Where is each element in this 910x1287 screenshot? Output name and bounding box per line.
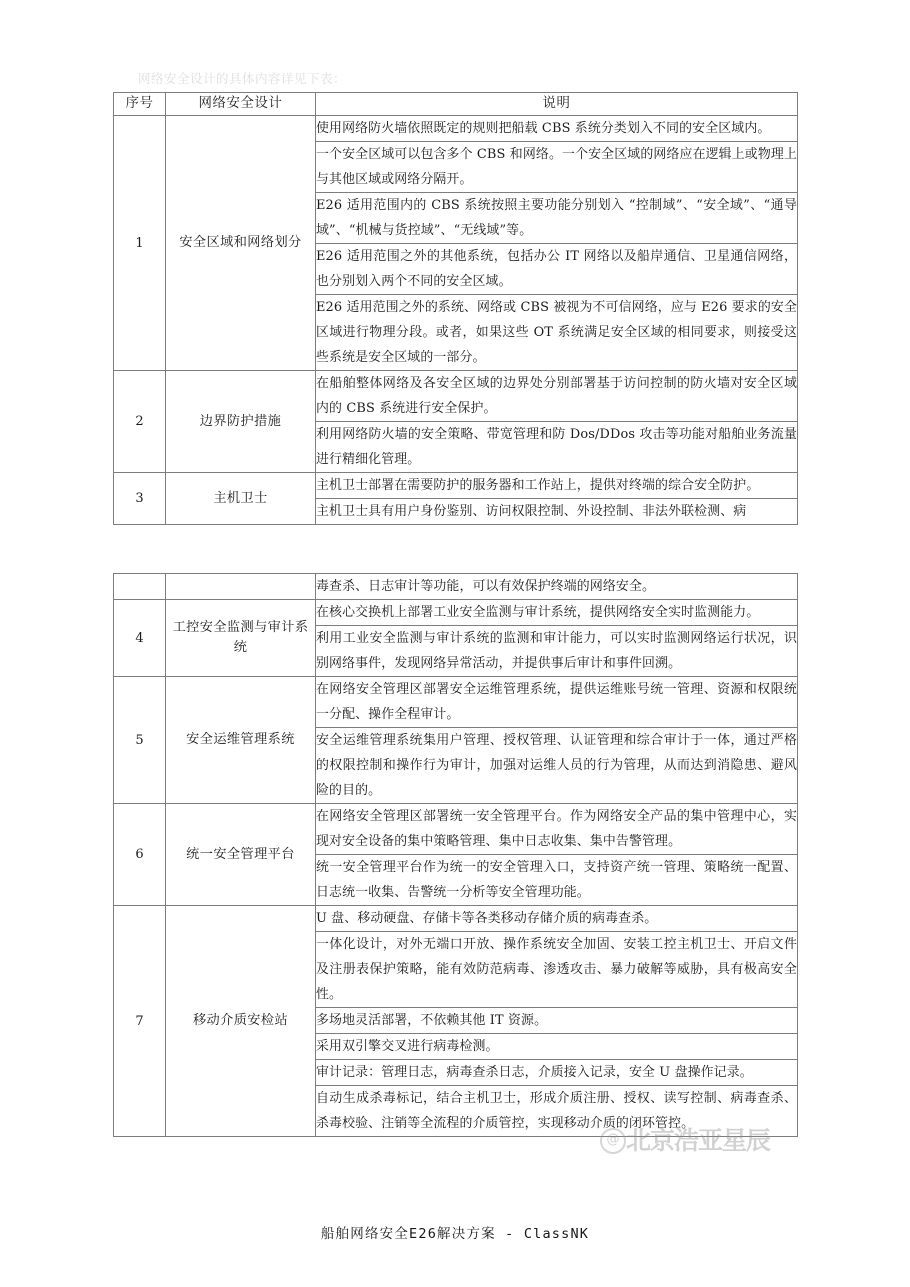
table-row bbox=[114, 677, 798, 728]
cell-design-name: 移动介质安检站 bbox=[166, 906, 316, 1137]
cell-description: 利用工业安全监测与审计系统的监测和审计能力，可以实时监测网络运行状况，识别网络事件，发现网络异常活动，并提供事后审计和事件回溯。 bbox=[316, 626, 798, 677]
table-row bbox=[114, 804, 798, 855]
column-header-no: 序号 bbox=[114, 93, 166, 116]
cell-sequence-number: 3 bbox=[114, 473, 166, 525]
cell-description: 利用网络防火墙的安全策略、带宽管理和防 Dos/DDos 攻击等功能对船舶业务流量进行精细化管理。 bbox=[316, 422, 798, 473]
cell-description: 采用双引擎交叉进行病毒检测。 bbox=[316, 1034, 798, 1060]
cell-design-name: 安全运维管理系统 bbox=[166, 677, 316, 804]
cell-description: 在网络安全管理区部署安全运维管理系统，提供运维账号统一管理、资源和权限统一分配、操作全程审计。 bbox=[316, 677, 798, 728]
cell-description: 毒查杀、日志审计等功能，可以有效保护终端的网络安全。 bbox=[316, 574, 798, 600]
cell-sequence-number: 6 bbox=[114, 804, 166, 906]
table-row bbox=[114, 906, 798, 932]
cell-design-name: 统一安全管理平台 bbox=[166, 804, 316, 906]
cell-design-name: 工控安全监测与审计系统 bbox=[166, 600, 316, 677]
cell-design-name: 安全区域和网络划分 bbox=[166, 116, 316, 371]
cell-description: 在网络安全管理区部署统一安全管理平台。作为网络安全产品的集中管理中心，实现对安全设备的集中策略管理、集中日志收集、集中告警管理。 bbox=[316, 804, 798, 855]
cell-description: E26 适用范围之外的系统、网络或 CBS 被视为不可信网络，应与 E26 要求的安全区域进行物理分段。或者，如果这些 OT 系统满足安全区域的相同要求，则接受这些系统是安全区域的一部分。 bbox=[316, 295, 798, 371]
cell-sequence-number: 4 bbox=[114, 600, 166, 677]
at-badge-icon: @ bbox=[600, 1128, 626, 1154]
cell-description: 主机卫士部署在需要防护的服务器和工作站上，提供对终端的综合安全防护。 bbox=[316, 473, 798, 499]
table-header-row bbox=[114, 93, 798, 116]
cell-description: 在核心交换机上部署工业安全监测与审计系统，提供网络安全实时监测能力。 bbox=[316, 600, 798, 626]
cell-design-name: 边界防护措施 bbox=[166, 371, 316, 473]
cell-description: 自动生成杀毒标记，结合主机卫士，形成介质注册、授权、读写控制、病毒查杀、杀毒校验、注销等全流程的介质管控，实现移动介质的闭环管控。 bbox=[316, 1086, 798, 1137]
column-header-name: 网络安全设计 bbox=[166, 93, 316, 116]
cell-description: 统一安全管理平台作为统一的安全管理入口，支持资产统一管理、策略统一配置、日志统一收集、告警统一分析等安全管理功能。 bbox=[316, 855, 798, 906]
cell-description: 一体化设计，对外无端口开放、操作系统安全加固、安装工控主机卫士、开启文件及注册表保护策略，能有效防范病毒、渗透攻击、暴力破解等威胁，具有极高安全性。 bbox=[316, 932, 798, 1008]
page-footer: 船舶网络安全E26解决方案 - ClassNK bbox=[320, 1226, 590, 1242]
cell-design-name bbox=[166, 574, 316, 600]
cell-sequence-number: 5 bbox=[114, 677, 166, 804]
table-body-top bbox=[114, 116, 798, 525]
cell-description: 审计记录：管理日志，病毒查杀日志，介质接入记录，安全 U 盘操作记录。 bbox=[316, 1060, 798, 1086]
cell-sequence-number bbox=[114, 574, 166, 600]
cell-description: 在船舶整体网络及各安全区域的边界处分别部署基于访问控制的防火墙对安全区域内的 CBS 系统进行安全保护。 bbox=[316, 371, 798, 422]
cell-description: 多场地灵活部署，不依赖其他 IT 资源。 bbox=[316, 1008, 798, 1034]
cell-sequence-number: 2 bbox=[114, 371, 166, 473]
cell-description: 使用网络防火墙依照既定的规则把船载 CBS 系统分类划入不同的安全区域内。 bbox=[316, 116, 798, 142]
table-body-bottom bbox=[114, 574, 798, 1137]
cell-description: E26 适用范围之外的其他系统，包括办公 IT 网络以及船岸通信、卫星通信网络，也分别划入两个不同的安全区域。 bbox=[316, 244, 798, 295]
table-row bbox=[114, 574, 798, 600]
cell-description: U 盘、移动硬盘、存储卡等各类移动存储介质的病毒查杀。 bbox=[316, 906, 798, 932]
cell-description: 安全运维管理系统集用户管理、授权管理、认证管理和综合审计于一体，通过严格的权限控制和操作行为审计，加强对运维人员的行为管理，从而达到消隐患、避风险的目的。 bbox=[316, 728, 798, 804]
table-row bbox=[114, 371, 798, 422]
column-header-desc: 说明 bbox=[316, 93, 798, 116]
table-row bbox=[114, 600, 798, 626]
security-design-table-top bbox=[113, 92, 798, 525]
cell-sequence-number: 7 bbox=[114, 906, 166, 1137]
cell-design-name: 主机卫士 bbox=[166, 473, 316, 525]
cell-sequence-number: 1 bbox=[114, 116, 166, 371]
table-row bbox=[114, 116, 798, 142]
security-design-table-bottom bbox=[113, 573, 798, 1137]
cell-description: 主机卫士具有用户身份鉴别、访问权限控制、外设控制、非法外联检测、病 bbox=[316, 499, 798, 525]
watermark-label: 北京浩亚星辰 bbox=[626, 1126, 771, 1155]
table-row bbox=[114, 473, 798, 499]
cell-description: E26 适用范围内的 CBS 系统按照主要功能分别划入 “控制域”、“安全域”、“通导域”、“机械与货控域”、“无线域”等。 bbox=[316, 193, 798, 244]
page-lead-text: 网络安全设计的具体内容详见下表： bbox=[138, 72, 347, 86]
cell-description: 一个安全区域可以包含多个 CBS 和网络。一个安全区域的网络应在逻辑上或物理上与其他区域或网络分隔开。 bbox=[316, 142, 798, 193]
